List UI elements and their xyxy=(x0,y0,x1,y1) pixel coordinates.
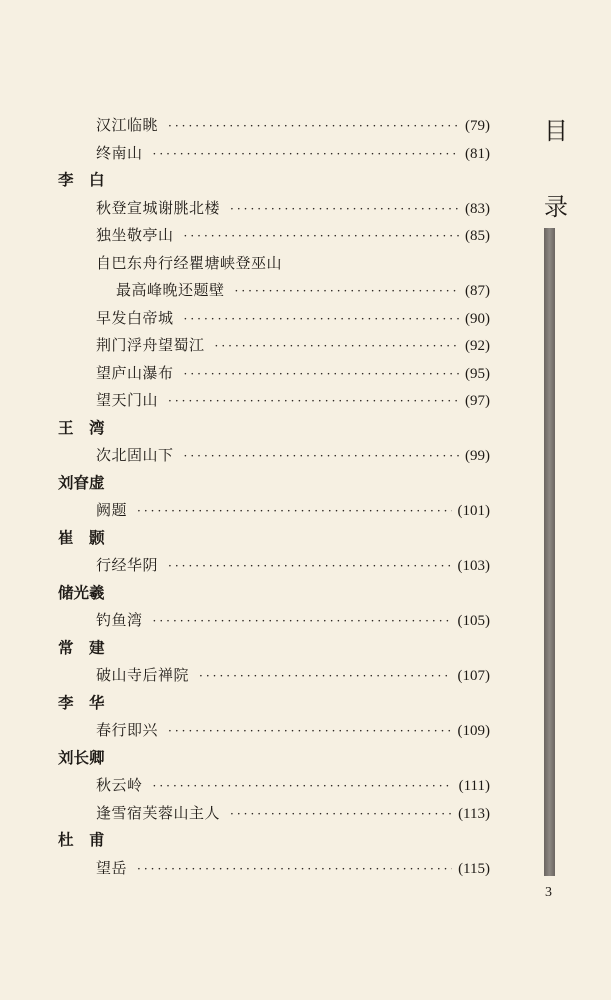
entry-title: 行经华阴 xyxy=(96,556,159,574)
toc-entry[interactable] xyxy=(58,855,490,883)
dot-leader xyxy=(168,718,451,745)
entry-title: 破山寺后禅院 xyxy=(96,666,190,684)
entry-title: 望庐山瀑布 xyxy=(96,363,174,382)
entry-page-number: (85) xyxy=(465,228,490,244)
entry-page-number: (81) xyxy=(465,145,490,162)
entry-page-number: (107) xyxy=(457,668,490,684)
toc-entry[interactable] xyxy=(58,607,490,635)
author-name: 储光羲 xyxy=(58,583,105,602)
toc-heading-char-1: 目 xyxy=(544,117,568,145)
author-name: 刘长卿 xyxy=(58,748,105,767)
toc-entry[interactable] xyxy=(58,305,490,333)
dot-leader xyxy=(168,388,459,415)
entry-title: 望天门山 xyxy=(96,391,159,409)
toc-entry[interactable] xyxy=(58,195,490,223)
toc-entry[interactable] xyxy=(58,662,490,690)
dot-leader xyxy=(235,278,459,305)
author-name: 刘眘虚 xyxy=(58,473,105,492)
entry-page-number: (87) xyxy=(465,283,490,299)
toc-entry[interactable] xyxy=(58,772,490,800)
entry-page-number: (101) xyxy=(457,503,490,519)
entry-page-number: (92) xyxy=(465,338,490,354)
entry-page-number: (83) xyxy=(465,200,490,217)
toc-author[interactable] xyxy=(58,745,490,773)
dot-leader xyxy=(230,801,452,828)
toc-author[interactable] xyxy=(58,827,490,855)
entry-title: 逢雪宿芙蓉山主人 xyxy=(96,803,221,822)
entry-page-number: (113) xyxy=(458,805,490,822)
dot-leader xyxy=(168,113,459,140)
toc-author[interactable] xyxy=(58,525,490,553)
entry-title: 钓鱼湾 xyxy=(96,611,143,629)
toc-author[interactable] xyxy=(58,167,490,195)
dot-leader xyxy=(184,361,459,388)
dot-leader xyxy=(184,223,459,250)
entry-page-number: (115) xyxy=(458,860,490,877)
dot-leader xyxy=(199,663,451,690)
entry-title: 荆门浮舟望蜀江 xyxy=(96,336,205,354)
dot-leader xyxy=(153,773,453,800)
toc-entry[interactable] xyxy=(58,222,490,250)
entry-title: 春行即兴 xyxy=(96,721,159,739)
dot-leader xyxy=(184,443,459,470)
dot-leader xyxy=(153,141,459,168)
entry-title: 早发白帝城 xyxy=(96,308,174,327)
entry-title: 秋云岭 xyxy=(96,776,143,794)
entry-title: 次北固山下 xyxy=(96,446,174,464)
author-name: 崔 颢 xyxy=(58,528,105,547)
toc-entry[interactable] xyxy=(58,442,490,470)
page-number: 3 xyxy=(545,885,552,900)
dot-leader xyxy=(184,306,459,333)
author-name: 李 华 xyxy=(58,693,105,712)
toc-entry[interactable] xyxy=(58,717,490,745)
toc-entry[interactable] xyxy=(58,497,490,525)
entry-title: 望岳 xyxy=(96,858,128,877)
toc-entry[interactable] xyxy=(58,332,490,360)
toc-author[interactable] xyxy=(58,580,490,608)
entry-page-number: (79) xyxy=(465,118,490,134)
entry-page-number: (99) xyxy=(465,448,490,464)
toc-heading-char-2: 录 xyxy=(544,193,568,221)
toc-entry[interactable] xyxy=(58,800,490,828)
toc-entry[interactable] xyxy=(58,277,490,305)
author-name: 李 白 xyxy=(58,171,105,189)
dot-leader xyxy=(153,608,452,635)
entry-title: 终南山 xyxy=(96,143,143,162)
dot-leader xyxy=(137,856,452,883)
toc-author[interactable] xyxy=(58,635,490,663)
dot-leader xyxy=(168,553,451,580)
side-decorative-bar xyxy=(544,228,555,876)
entry-title: 自巴东舟行经瞿塘峡登巫山 xyxy=(96,253,283,272)
entry-page-number: (103) xyxy=(457,558,490,574)
author-name: 王 湾 xyxy=(58,418,105,437)
author-name: 常 建 xyxy=(58,638,105,657)
toc-entry[interactable] xyxy=(58,360,490,388)
entry-title: 秋登宣城谢朓北楼 xyxy=(96,198,221,217)
table-of-contents xyxy=(58,112,490,882)
entry-page-number: (95) xyxy=(465,365,490,382)
dot-leader xyxy=(137,498,451,525)
toc-author[interactable] xyxy=(58,470,490,498)
toc-heading xyxy=(541,115,571,223)
toc-author[interactable] xyxy=(58,415,490,443)
entry-page-number: (109) xyxy=(457,723,490,739)
dot-leader xyxy=(215,333,459,360)
entry-title: 阙题 xyxy=(96,501,128,519)
entry-title: 最高峰晚还题壁 xyxy=(116,281,225,299)
toc-entry[interactable] xyxy=(58,387,490,415)
toc-entry[interactable] xyxy=(58,250,490,278)
toc-entry[interactable] xyxy=(58,112,490,140)
author-name: 杜 甫 xyxy=(58,831,105,849)
toc-author[interactable] xyxy=(58,690,490,718)
entry-page-number: (111) xyxy=(458,778,490,794)
entry-page-number: (97) xyxy=(465,393,490,409)
entry-page-number: (90) xyxy=(465,310,490,327)
entry-title: 汉江临眺 xyxy=(96,116,159,134)
toc-entry[interactable] xyxy=(58,552,490,580)
dot-leader xyxy=(230,196,459,223)
entry-page-number: (105) xyxy=(457,613,490,629)
toc-entry[interactable] xyxy=(58,140,490,168)
entry-title: 独坐敬亭山 xyxy=(96,226,174,244)
